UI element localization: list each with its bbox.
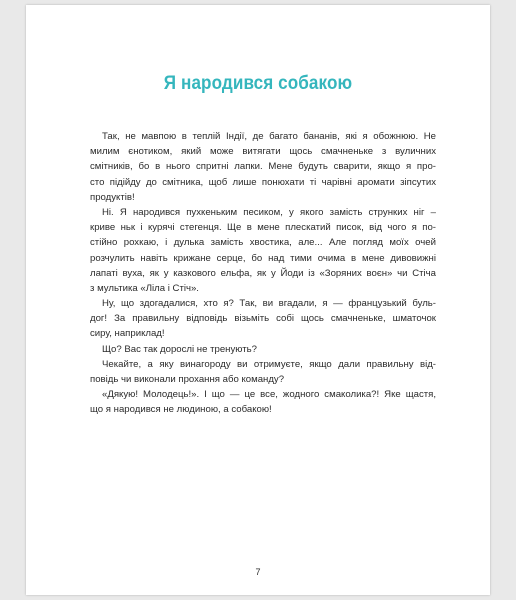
text-line: Ні. Я народився пухкеньким песиком, у якого замість струнких ніг – <box>102 206 436 218</box>
text-line: сто підійду до смітника, щоб лише понюхати ті чарівні аромати зіпсутих <box>90 176 436 188</box>
page-number: 7 <box>255 567 261 577</box>
text-line: повідь чи виконали прохання або команду? <box>90 374 285 385</box>
text-line: з мультика «Ліла і Стіч». <box>90 282 199 294</box>
text-line: продуктів! <box>90 191 135 203</box>
book-page <box>26 5 490 595</box>
text-line: Чекайте, а яку винагороду ви отримуєте, якщо дали правильну від- <box>102 358 436 370</box>
text-line: лапаті вуха, як у казкового ельфа, як у Йоди із «Зоряних воєн» чи Стіча <box>90 267 436 279</box>
text-line: «Дякую! Молодець!». І що — це все, жодного смаколика?! Яке щастя, <box>102 389 436 401</box>
text-line: стійно рохкаю, і дулька замість хвостика, але... Але погляд моїх очей <box>90 237 436 249</box>
text-line: сиру, наприклад! <box>90 328 165 340</box>
text-line: Так, не мавпою в теплій Індії, де багато бананів, які я обожнюю. Не <box>102 131 436 142</box>
text-line: Що? Вас так дорослі не тренують? <box>102 343 257 355</box>
text-line: що я народився не людиною, а собакою! <box>90 404 272 416</box>
text-line: Ну, що здогадалися, хто я? Так, ви вгадали, я — французький буль- <box>102 298 436 310</box>
chapter-text <box>90 129 436 418</box>
text-line: дог! За правильну відповідь візьміть собі щось смачненьке, шматочок <box>90 313 436 325</box>
text-line: милим єнотиком, який може витягати щось смачненьке з вуличних <box>90 146 436 158</box>
text-line: криве ньк і курячі стегенця. Ще в мене плескатий писок, від чого я по- <box>90 222 436 234</box>
text-line: смітників, бо в нього спритні лапки. Мене будуть сварити, якщо я про- <box>90 161 436 173</box>
chapter-title: Я народився собакою <box>163 73 353 94</box>
text-line: розчулить навіть крижане серце, бо над тими очима в мене дивовижні <box>90 252 436 264</box>
